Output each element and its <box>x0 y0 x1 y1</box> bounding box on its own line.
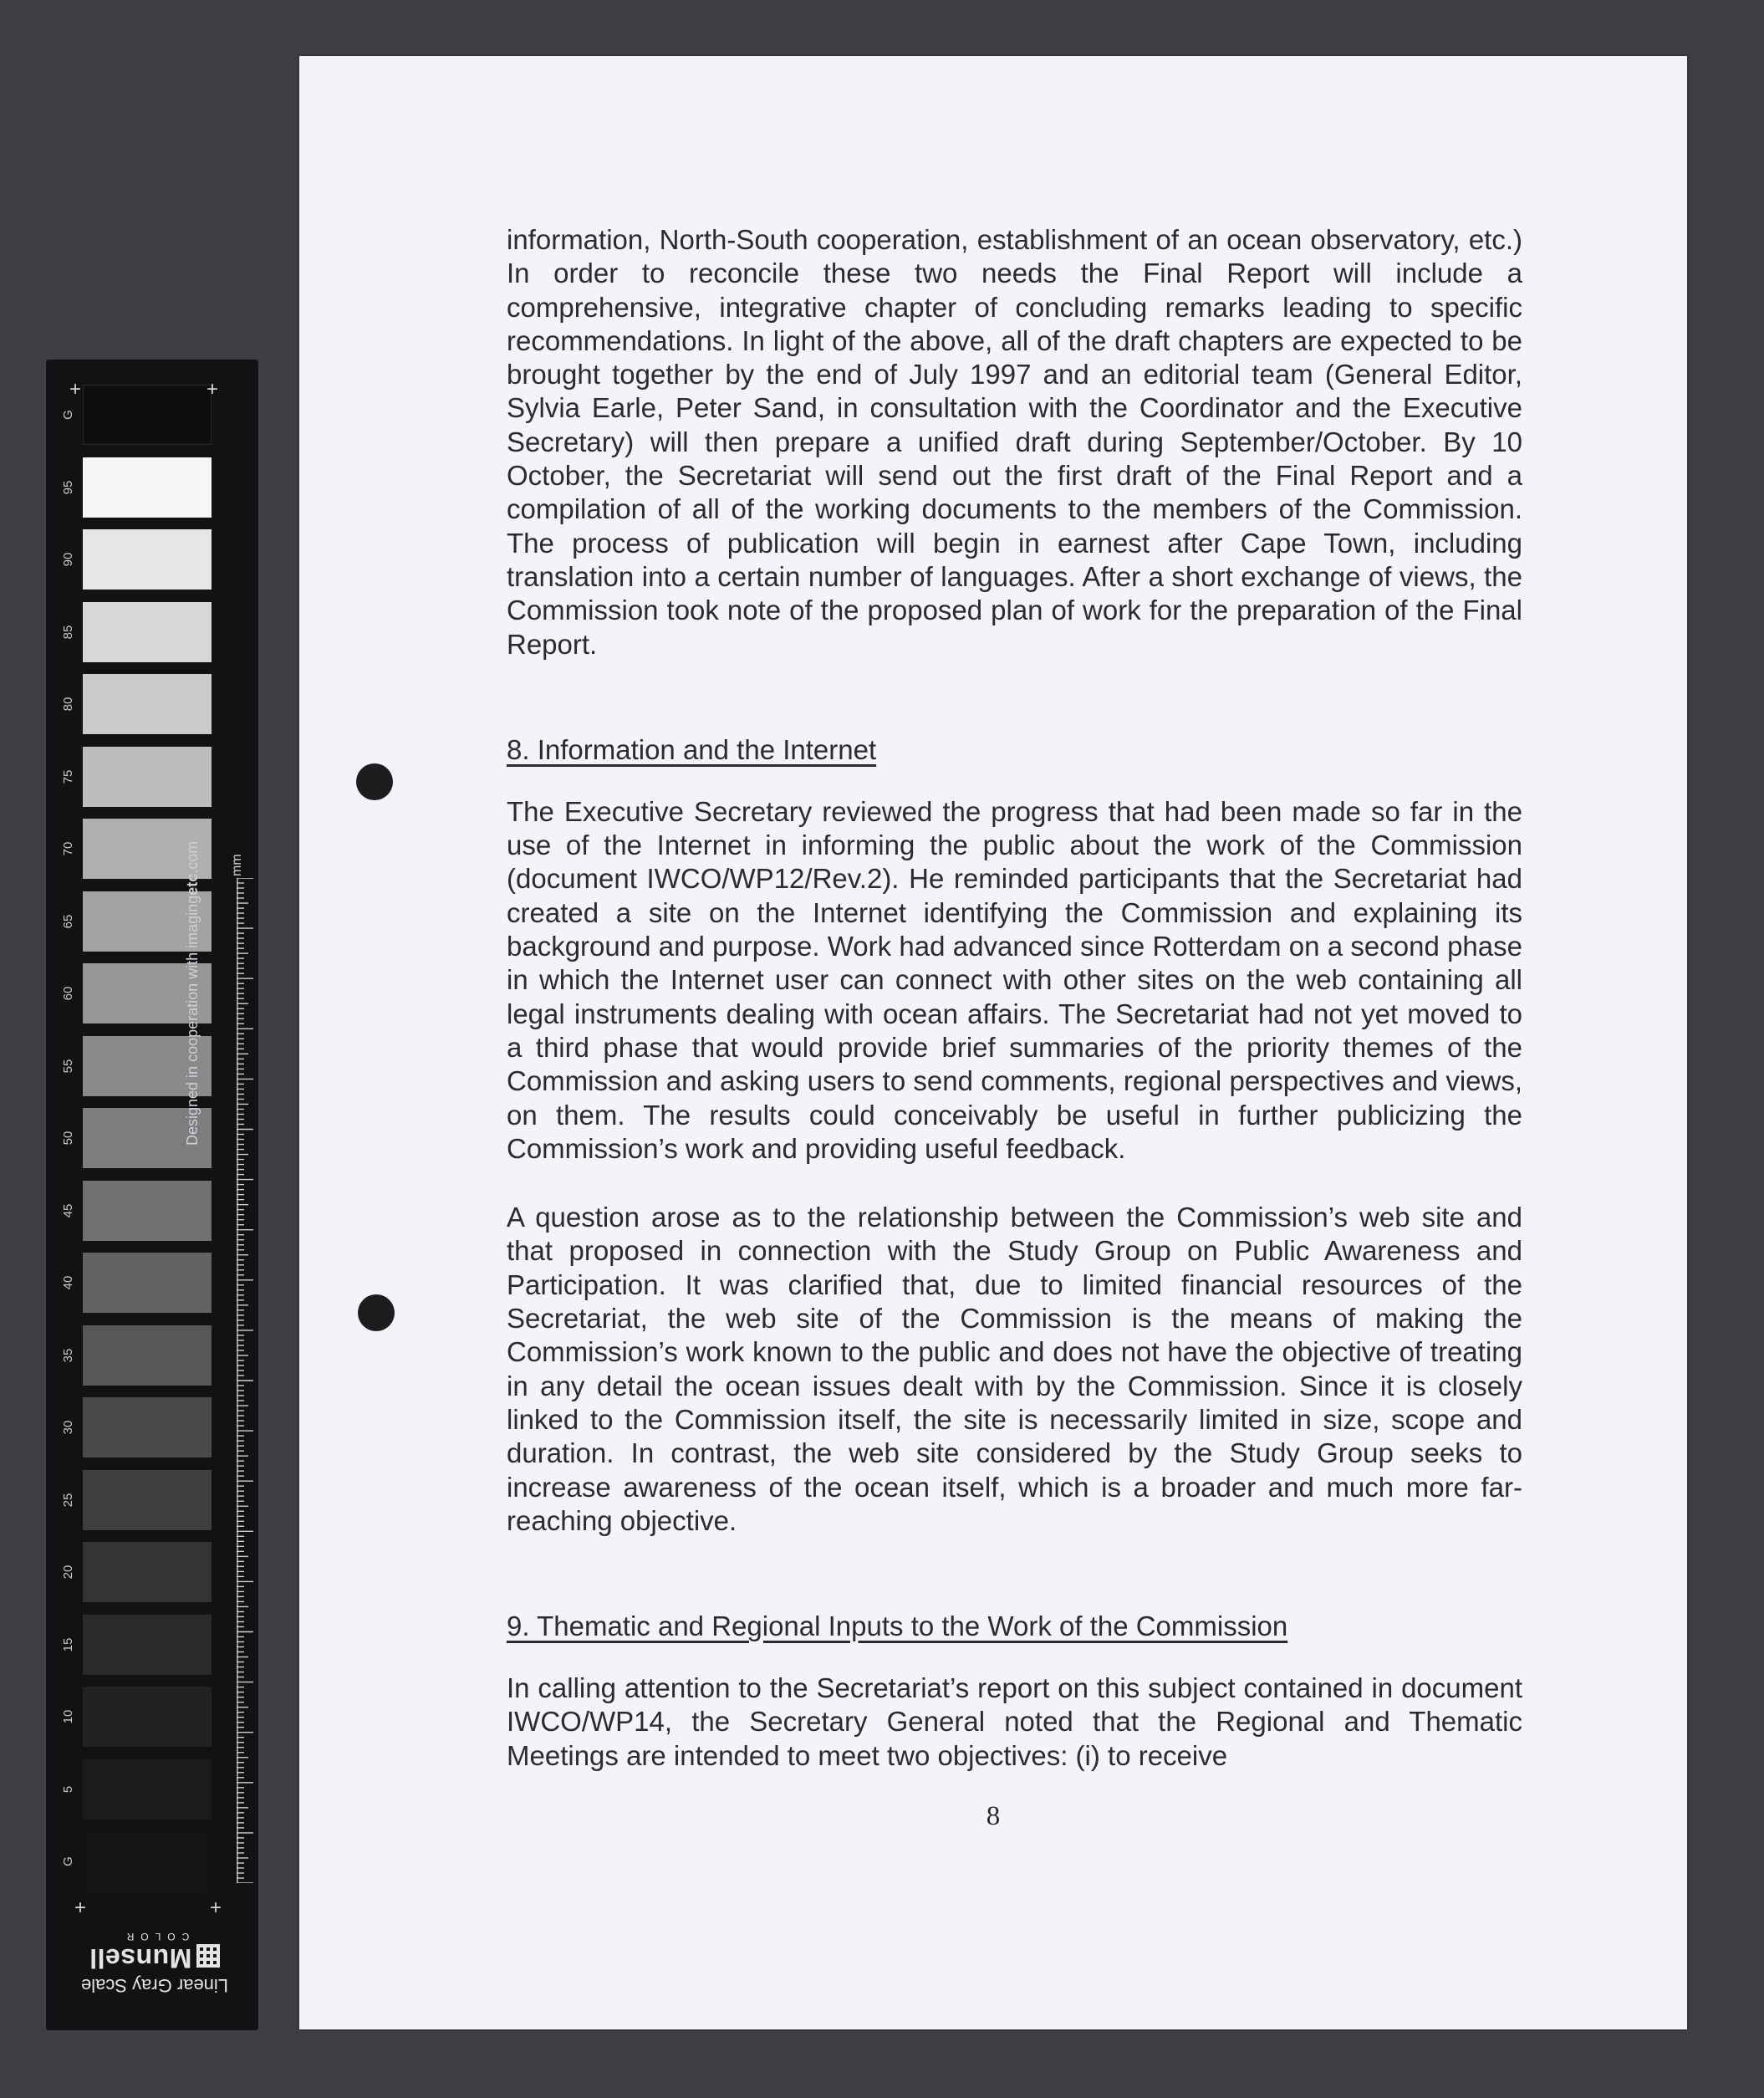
paragraph-web-site-question: A question arose as to the relationship between the Commission’s web site and that proposed in connection with the Study Group on Public Awareness and Participation. It was clarified that, due to limited financial resources of the Secretariat, the web site of the Commission is the means of making the Commission’s work known to the public and does not have the objective of treating in any detail the ocean issues dealt with by the Commission. Since it is closely linked to the Commission itself, the site is necessarily limited in size, scope and duration. In contrast, the web site considered by the Study Group seeks to increase awareness of the ocean itself, which is a broader and much more far-reaching objective. <box>507 1202 1522 1536</box>
gray-scale-label: G <box>61 410 75 420</box>
scale-title: Linear Gray Scale <box>80 1975 229 1996</box>
gray-scale-label: 45 <box>61 1203 75 1217</box>
gray-scale-label: 10 <box>61 1709 75 1724</box>
gray-scale-label: 70 <box>61 841 75 856</box>
gray-swatch <box>83 1253 212 1313</box>
gray-swatch <box>83 385 212 445</box>
plus-mark: + <box>69 378 82 401</box>
gray-swatch <box>83 529 212 590</box>
plus-mark: + <box>74 1896 87 1919</box>
gray-scale-label: 65 <box>61 914 75 928</box>
punch-hole-lower <box>358 1294 395 1331</box>
gray-swatch <box>83 602 212 662</box>
gray-scale-label: 30 <box>61 1420 75 1435</box>
gray-scale-label: 55 <box>61 1059 75 1073</box>
section-heading-8: 8. Information and the Internet <box>507 733 877 765</box>
gray-swatch <box>83 1687 212 1747</box>
brand-subtitle: COLOR <box>120 1931 190 1942</box>
unit-label: mm <box>230 854 244 876</box>
document-page <box>299 56 1687 2029</box>
gray-scale-label: 80 <box>61 697 75 712</box>
paragraph-thematic-inputs: In calling attention to the Secretariat’s report on this subject contained in document IWCO/WP14, the Secretary General noted that the Regional and Thematic Meetings are intended to meet two objectives: (i) to receive <box>507 1672 1522 1771</box>
gray-scale-card <box>46 360 258 2030</box>
gray-swatch <box>83 1759 212 1820</box>
munsell-logo-icon <box>196 1944 220 1968</box>
gray-scale-label: 25 <box>61 1493 75 1507</box>
millimeter-ruler <box>237 878 253 1883</box>
page-content <box>507 223 1522 1773</box>
paragraph-final-report: information, North-South cooperation, establishment of an ocean observatory, etc.) In order to reconcile these two needs the Final Report will include a comprehensive, integrative chapter of concluding remarks leading to specific recommendations. In light of the above, all of the draft chapters are expected to be brought together by the end of July 1997 and an editorial team (General Editor, Sylvia Earle, Peter Sand, in consultation with the Coordinator and the Executive Secretary) will then prepare a unified draft during September/October. By 10 October, the Secretariat will send out the first draft of the Final Report and a compilation of all of the working documents to the members of the Commission. The process of publication will begin in earnest after Cape Town, including translation into a certain number of languages. After a short exchange of views, the Commission took note of the proposed plan of work for the preparation of the Final Report. <box>507 224 1522 660</box>
gray-scale-label: 5 <box>61 1785 75 1793</box>
scale-credit-text: Designed in cooperation with imagingetc.com <box>184 840 201 1146</box>
gray-scale-label: G <box>61 1856 75 1866</box>
gray-scale-label: 90 <box>61 552 75 567</box>
gray-scale-label: 85 <box>61 625 75 639</box>
gray-scale-label: 40 <box>61 1275 75 1290</box>
section-heading-9: 9. Thematic and Regional Inputs to the Work of the Commission <box>507 1611 1288 1642</box>
gray-swatch <box>83 1325 212 1386</box>
gray-swatch <box>83 1615 212 1675</box>
scale-title-block <box>79 1930 230 1997</box>
gray-swatch <box>83 457 212 518</box>
gray-swatch <box>83 1181 212 1241</box>
gray-scale-label: 20 <box>61 1565 75 1580</box>
brand-name: Munsell <box>79 1943 230 1973</box>
punch-hole-upper <box>356 763 393 800</box>
gray-scale-label: 50 <box>61 1131 75 1146</box>
gray-scale-label: 75 <box>61 769 75 784</box>
plus-mark: + <box>206 378 219 401</box>
gray-swatch <box>83 1542 212 1602</box>
gray-swatch <box>83 1470 212 1530</box>
paragraph-internet-progress: The Executive Secretary reviewed the progress that had been made so far in the use of the Internet in informing the public about the work of the Commission (document IWCO/WP12/Rev.2). He reminded participants that the Secretariat had created a site on the Internet identifying the Commission and explaining its background and purpose. Work had advanced since Rotterdam on a second phase in which the Internet user can connect with other sites on the web containing all legal instruments dealing with ocean affairs. The Secretariat had not yet moved to a third phase that would provide brief summaries of the priority themes of the Commission and asking users to send comments, regional perspectives and views, on them. The results could conceivably be useful in further publicizing the Commission’s work and providing useful feedback. <box>507 795 1522 1164</box>
gray-scale-label: 95 <box>61 480 75 494</box>
gray-swatch <box>83 1397 212 1457</box>
gray-swatch <box>83 674 212 734</box>
page-number: 8 <box>986 1801 1001 1831</box>
gray-scale-label: 60 <box>61 986 75 1001</box>
gray-scale-label: 35 <box>61 1348 75 1362</box>
plus-mark: + <box>210 1896 222 1919</box>
gray-scale-label: 15 <box>61 1637 75 1651</box>
gray-swatch <box>83 1831 212 1891</box>
